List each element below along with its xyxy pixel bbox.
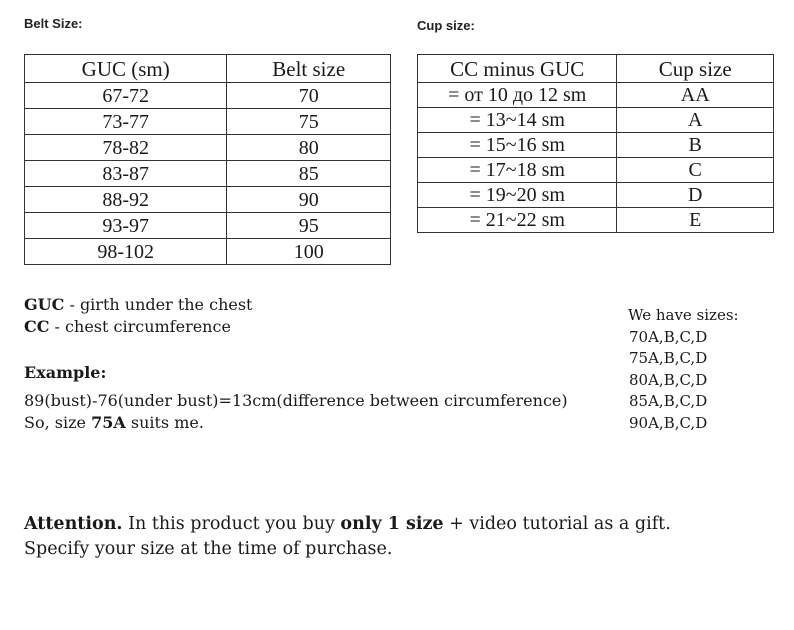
cup-cell: A [617, 108, 774, 133]
attention-label: Attention. [24, 514, 123, 534]
cc-abbreviation: CC [24, 317, 50, 336]
difference-cell: = 15~16 sm [418, 133, 617, 158]
header-cc-minus-guc: CC minus GUC [418, 55, 617, 83]
header-belt-size: Belt size [227, 55, 391, 83]
table-row [25, 187, 391, 213]
table-row [25, 135, 391, 161]
guc-cell: 83-87 [25, 161, 227, 187]
table-row [418, 158, 774, 183]
guc-cell: 78-82 [25, 135, 227, 161]
list-item: 85A,B,C,D [629, 392, 708, 410]
list-item: 75A,B,C,D [629, 349, 708, 367]
guc-cell: 93-97 [25, 213, 227, 239]
guc-cell: 98-102 [25, 239, 227, 265]
difference-cell: = 21~22 sm [418, 208, 617, 233]
difference-cell: = 19~20 sm [418, 183, 617, 208]
table-header-row [418, 55, 774, 83]
attention-emphasis: only 1 size [340, 514, 444, 534]
guc-description: - girth under the chest [64, 295, 253, 314]
attention-note [24, 512, 671, 562]
table-row [25, 83, 391, 109]
guc-cell: 73-77 [25, 109, 227, 135]
table-row [25, 109, 391, 135]
cup-cell: D [617, 183, 774, 208]
attention-line-1 [24, 512, 671, 537]
example-conclusion-suffix: suits me. [125, 413, 204, 432]
table-row [25, 239, 391, 265]
cc-description: - chest circumference [49, 317, 231, 336]
guc-cell: 67-72 [25, 83, 227, 109]
attention-text-2: + video tutorial as a gift. [443, 514, 671, 534]
table-row [25, 161, 391, 187]
available-sizes [628, 305, 739, 434]
difference-cell: = 13~14 sm [418, 108, 617, 133]
attention-line-2: Specify your size at the time of purchase. [24, 539, 393, 559]
belt-cell: 95 [227, 213, 391, 239]
table-row [418, 183, 774, 208]
example-size: 75A [91, 413, 126, 432]
guc-definition [24, 295, 252, 314]
table-row [418, 133, 774, 158]
attention-text-1: In this product you buy [122, 514, 341, 534]
belt-cell: 90 [227, 187, 391, 213]
cup-cell: E [617, 208, 774, 233]
table-row [25, 213, 391, 239]
cup-cell: C [617, 158, 774, 183]
difference-cell: = 17~18 sm [418, 158, 617, 183]
guc-abbreviation: GUC [24, 295, 65, 314]
example-calculation: 89(bust)-76(under bust)=13cm(difference between circumference) [24, 391, 568, 410]
example-conclusion [24, 413, 204, 432]
cup-size-table [417, 54, 774, 233]
available-sizes-title: We have sizes: [628, 306, 739, 324]
belt-cell: 75 [227, 109, 391, 135]
list-item: 90A,B,C,D [629, 413, 708, 432]
table-row [418, 83, 774, 108]
table-row [418, 208, 774, 233]
cup-size-heading: Cup size: [417, 18, 475, 33]
belt-cell: 100 [227, 239, 391, 265]
difference-cell: = от 10 до 12 sm [418, 83, 617, 108]
belt-cell: 85 [227, 161, 391, 187]
table-header-row [25, 55, 391, 83]
list-item: 70A,B,C,D [629, 327, 708, 346]
belt-cell: 80 [227, 135, 391, 161]
belt-size-heading: Belt Size: [24, 16, 83, 31]
example-label: Example: [24, 363, 107, 382]
table-row [418, 108, 774, 133]
cc-definition [24, 317, 231, 336]
guc-cell: 88-92 [25, 187, 227, 213]
cup-cell: B [617, 133, 774, 158]
belt-size-table [24, 54, 391, 265]
header-guc: GUC (sm) [25, 55, 227, 83]
header-cup-size: Cup size [617, 55, 774, 83]
list-item: 80A,B,C,D [629, 370, 708, 389]
example-conclusion-prefix: So, size [24, 413, 92, 432]
belt-cell: 70 [227, 83, 391, 109]
cup-cell: AA [617, 83, 774, 108]
